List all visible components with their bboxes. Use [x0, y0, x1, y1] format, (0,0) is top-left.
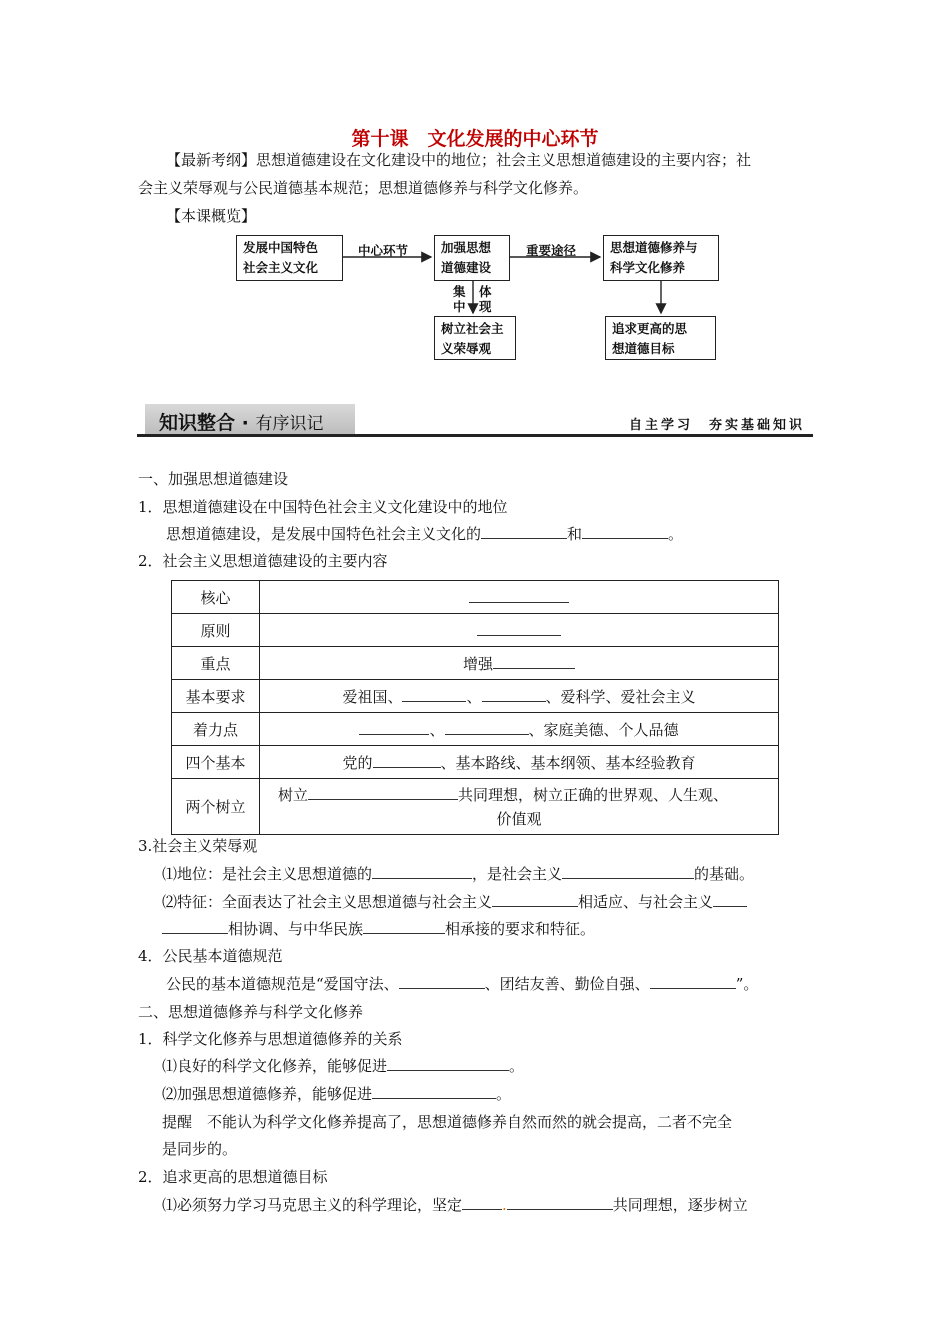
answer-blank[interactable]	[402, 687, 466, 702]
answer-blank[interactable]	[492, 892, 578, 907]
table-row: 四个基本 党的 、基本路线、基本纲领、基本经验教育	[172, 746, 779, 779]
section-banner	[137, 398, 813, 438]
answer-blank[interactable]	[445, 720, 529, 735]
banner-right: 自主学习 夯实基础知识	[628, 418, 805, 433]
exam-outline-line1: 【最新考纲】思想道德建设在文化建设中的地位；社会主义思想道德建设的主要内容；社	[166, 151, 752, 169]
answer-blank[interactable]	[562, 864, 694, 879]
table-row: 基本要求 爱祖国、 、 、爱科学、爱社会主义	[172, 680, 779, 713]
answer-blank[interactable]	[363, 919, 445, 934]
point-goal: 2．追求更高的思想道德目标	[138, 1168, 328, 1186]
table-row: 原则	[172, 614, 779, 647]
answer-blank[interactable]	[462, 1195, 502, 1210]
point-1-text: 思想道德建设，是发展中国特色社会主义文化的 和 。	[166, 525, 684, 543]
answer-blank[interactable]	[372, 864, 472, 879]
answer-blank[interactable]	[387, 1056, 509, 1071]
answer-blank[interactable]	[713, 892, 747, 907]
relation-item-2: ⑵加强思想道德修养，能够促进 。	[162, 1085, 512, 1103]
flow-label-path: 重要途径	[526, 243, 577, 258]
answer-blank[interactable]	[477, 621, 561, 636]
flow-label-concentrate: 集 中	[453, 284, 466, 314]
point-1: 1．思想道德建设在中国特色社会主义文化建设中的地位	[138, 498, 508, 516]
content-table	[171, 580, 779, 835]
orange-dot: .	[502, 1196, 507, 1214]
point-2: 2．社会主义思想道德建设的主要内容	[138, 552, 388, 570]
flow-label-embody: 体 现	[479, 284, 492, 314]
flow-box-moral-goal: 追求更高的思 想道德目标	[605, 316, 716, 360]
honor-status: ⑴地位：是社会主义思想道德的 ，是社会主义 的基础。	[162, 865, 755, 883]
answer-blank[interactable]	[373, 753, 441, 768]
heading-honor-view: 3.社会主义荣辱观	[138, 837, 258, 855]
answer-blank[interactable]	[507, 1195, 613, 1210]
goal-item-1: ⑴必须努力学习马克思主义的科学理论，坚定 . 共同理想，逐步树立	[162, 1196, 748, 1214]
honor-feature-cont: 相协调、与中华民族 相承接的要求和特征。	[162, 919, 595, 939]
exam-outline-label: 【最新考纲】	[166, 151, 257, 169]
heading-section-1: 一、加强思想道德建设	[138, 470, 289, 488]
flow-label-center: 中心环节	[358, 243, 409, 258]
flow-box-honor-view: 树立社会主 义荣辱观	[434, 316, 516, 360]
answer-blank[interactable]	[359, 720, 429, 735]
answer-blank[interactable]	[469, 588, 569, 603]
relation-item-1: ⑴良好的科学文化修养，能够促进 。	[162, 1057, 525, 1075]
table-row: 核心	[172, 581, 779, 614]
answer-blank[interactable]	[372, 1084, 496, 1099]
tip-line-2: 是同步的。	[162, 1140, 238, 1158]
table-row: 两个树立 树立 共同理想，树立正确的世界观、人生观、 价值观	[172, 779, 779, 835]
answer-blank[interactable]	[308, 785, 458, 800]
table-row: 重点 增强	[172, 647, 779, 680]
tip-line-1: 提醒 不能认为科学文化修养提高了，思想道德修养自然而然的就会提高，二者不完全	[162, 1113, 733, 1131]
answer-blank[interactable]	[481, 524, 567, 539]
flow-box-develop-culture: 发展中国特色 社会主义文化	[236, 235, 343, 281]
heading-section-2: 二、思想道德修养与科学文化修养	[138, 1003, 364, 1021]
banner-title: 知识整合 · 有序识记	[159, 412, 324, 434]
flow-box-moral-building: 加强思想 道德建设	[434, 235, 510, 281]
answer-blank[interactable]	[162, 919, 228, 934]
answer-blank[interactable]	[493, 654, 575, 669]
table-row: 着力点 、 、家庭美德、个人品德	[172, 713, 779, 746]
answer-blank[interactable]	[399, 974, 485, 989]
exam-outline-line2: 会主义荣辱观与公民道德基本规范；思想道德修养与科学文化修养。	[138, 179, 589, 197]
moral-norms-text: 公民的基本道德规范是“爱国守法、 、团结友善、勤俭自强、 ”。	[166, 975, 759, 993]
page-title: 第十课 文化发展的中心环节	[351, 128, 599, 150]
honor-feature: ⑵特征：全面表达了社会主义思想道德与社会主义 相适应、与社会主义	[162, 892, 747, 912]
answer-blank[interactable]	[482, 687, 546, 702]
heading-moral-norms: 4．公民基本道德规范	[138, 947, 283, 965]
answer-blank[interactable]	[650, 974, 736, 989]
overview-label: 【本课概览】	[166, 207, 257, 225]
point-relation: 1．科学文化修养与思想道德修养的关系	[138, 1030, 403, 1048]
answer-blank[interactable]	[582, 524, 668, 539]
flow-box-cultivation: 思想道德修养与 科学文化修养	[603, 235, 719, 281]
